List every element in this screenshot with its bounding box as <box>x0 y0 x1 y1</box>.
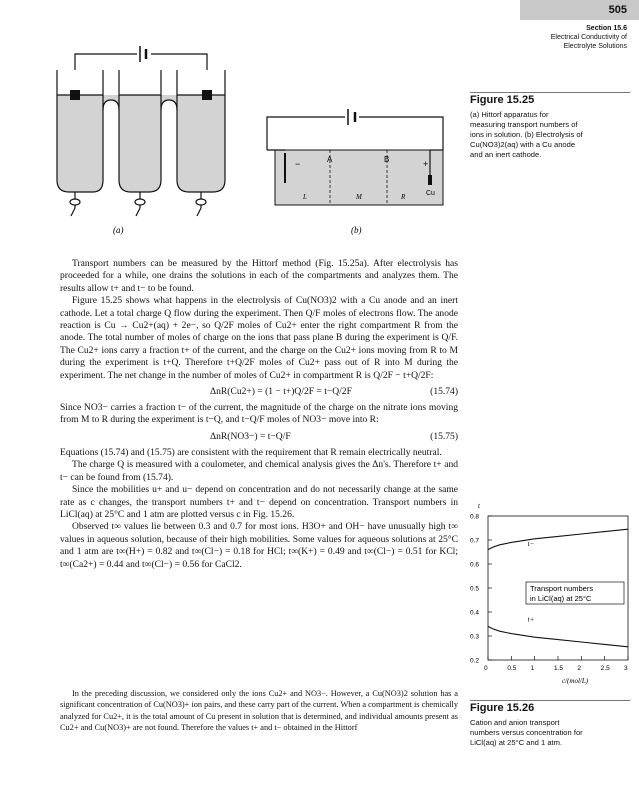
compartment-M: M <box>356 193 362 201</box>
x-tick-label: 1 <box>530 665 535 672</box>
running-head <box>551 24 627 51</box>
page-number: 505 <box>608 4 627 16</box>
anode-label-cu: Cu <box>426 190 435 197</box>
paragraph: The charge Q is measured with a coulometer, and chemical analysis gives the Δn's. Therefore t+ and t− can be found from (15.74). <box>60 459 458 483</box>
caption-line: (a) Hittorf apparatus for <box>470 110 549 119</box>
caption-line: Cu(NO3)2(aq) with a Cu anode <box>470 140 576 149</box>
caption-line: Cation and anion transport <box>470 718 560 727</box>
transport-number-chart <box>466 496 634 692</box>
equation-body: ΔnR(NO3−) = t−Q/F <box>210 430 291 442</box>
y-tick-label: 0.2 <box>470 657 480 665</box>
x-tick-label: 2.5 <box>600 665 610 672</box>
equation-number: (15.74) <box>430 386 458 398</box>
caption-line: numbers versus concentration for <box>470 728 583 737</box>
figure-15-25-caption <box>470 92 630 160</box>
main-text <box>60 258 458 571</box>
figure-15-26-caption <box>470 700 630 748</box>
section-title-line1: Electrical Conductivity of <box>550 34 627 41</box>
label-b: (b) <box>351 225 362 235</box>
y-tick-label: 0.6 <box>470 561 480 569</box>
x-tick-label: 2 <box>577 665 581 672</box>
legend-line2: in LiCl(aq) at 25°C <box>530 594 592 603</box>
series-line-t-minus <box>488 529 628 549</box>
series-line-t-plus <box>488 626 628 646</box>
y-axis-label: t <box>478 502 480 510</box>
caption-line: and an inert cathode. <box>470 150 542 159</box>
x-tick-label: 0.5 <box>507 665 517 672</box>
section-title-line2: Electrolyte Solutions <box>563 43 627 50</box>
curve-label-t-plus: t+ <box>527 615 535 624</box>
figure-15-25-title: Figure 15.25 <box>470 92 630 105</box>
caption-line: LiCl(aq) at 25°C and 1 atm. <box>470 738 563 747</box>
caption-line: ions in solution. (b) Electrolysis of <box>470 130 583 139</box>
y-tick-label: 0.4 <box>470 609 480 617</box>
curve-label-t-minus: t− <box>527 540 535 548</box>
label-a: (a) <box>113 225 124 235</box>
paragraph: In the preceding discussion, we considered only the ions Cu2+ and NO3−. However, a Cu(NO3)2 solution has a significant concentration of Cu(NO3)+ ion pairs, and these carry part of the current. When a compartment is chemically analyzed for Cu2+, it is the total amount of Cu present in solution that is determined, and individual amounts present as Cu2+ and Cu(NO3)+ are not found. Therefore the values t+ and t− obtained in the Hittorf <box>60 689 458 732</box>
equation-body: ΔnR(Cu2+) = (1 − t+)Q/2F = t−Q/2F <box>210 386 352 398</box>
paragraph: Since NO3− carries a fraction t− of the current, the magnitude of the charge on the nitrate ions moving from M to R during the experiment is t−Q, and t−Q/F moles of NO3− move into R: <box>60 402 458 426</box>
paragraph: Transport numbers can be measured by the Hittorf method (Fig. 15.25a). After electrolysis has proceeded for a while, one drains the solutions in each of the compartments and analyzes them. The results allow t+ and t− to be found. <box>60 258 458 294</box>
paragraph: Since the mobilities u+ and u− depend on concentration and do not necessarily change at the same rate as c changes, the transport numbers t+ and t− depend on concentration. Transport numbers in LiCl(aq) at 25°C and 1 atm are plotted versus c in Fig. 15.26. <box>60 484 458 520</box>
paragraph: Figure 15.25 shows what happens in the electrolysis of Cu(NO3)2 with a Cu anode and an inert cathode. Let a total charge Q flow during the experiment. Then Q/F moles of electrons flow. The anode reaction is Cu → Cu2+(aq) + 2e−, so Q/2F moles of Cu2+ enter the right compartment R from the anode. The total number of moles of charge on the ions that pass plane B during the experiment is Q/F. The Cu2+ ions carry a fraction t+ of the current, and the charge on the Cu2+ ions moving from R to M during the experiment is t+Q. Therefore t+Q/2F moles of Cu2+ pass out of R into M during the experiment. The net change in the number of moles of Cu2+ in compartment R is Q/2F − t+Q/2F: <box>60 295 458 381</box>
equation-15-75 <box>60 427 458 447</box>
x-tick-label: 1.5 <box>554 665 564 672</box>
x-axis-label: c/(mol/L) <box>562 677 589 685</box>
small-text <box>60 688 458 733</box>
section-number: Section 15.6 <box>586 25 627 32</box>
equation-number: (15.75) <box>430 430 458 442</box>
legend-line1: Transport numbers <box>530 584 594 593</box>
compartment-R: R <box>401 193 406 201</box>
caption-line: measuring transport numbers of <box>470 120 578 129</box>
y-tick-label: 0.8 <box>470 513 480 521</box>
hittorf-apparatus-figure <box>45 40 235 240</box>
x-tick-label: 0 <box>484 665 488 672</box>
figure-15-26-title: Figure 15.26 <box>470 700 630 713</box>
header-bar <box>520 0 639 20</box>
cathode-sign: − <box>295 159 301 169</box>
equation-15-74 <box>60 382 458 402</box>
x-tick-label: 3 <box>624 665 628 672</box>
paragraph: Observed t∞ values lie between 0.3 and 0.7 for most ions. H3O+ and OH− have unusually high t∞ values in aqueous solution, because of their high mobilities. Some values for aqueous solutions at 25°C and 1 atm are t∞(H+) = 0.82 and t∞(Cl−) = 0.18 for HCl; t∞(K+) = 0.49 and t∞(Cl−) = 0.51 for KCl; t∞(Ca2+) = 0.44 and t∞(Cl−) = 0.56 for CaCl2. <box>60 521 458 570</box>
y-tick-label: 0.7 <box>470 537 480 545</box>
y-tick-label: 0.3 <box>470 633 480 641</box>
electrolysis-cell-figure <box>255 105 455 245</box>
plane-label-A: A <box>327 155 333 164</box>
anode-sign: + <box>423 159 429 169</box>
plane-label-B: B <box>384 155 390 164</box>
y-tick-label: 0.5 <box>470 585 480 593</box>
compartment-L: L <box>303 193 307 201</box>
paragraph: Equations (15.74) and (15.75) are consistent with the requirement that R remain electrically neutral. <box>60 446 442 458</box>
